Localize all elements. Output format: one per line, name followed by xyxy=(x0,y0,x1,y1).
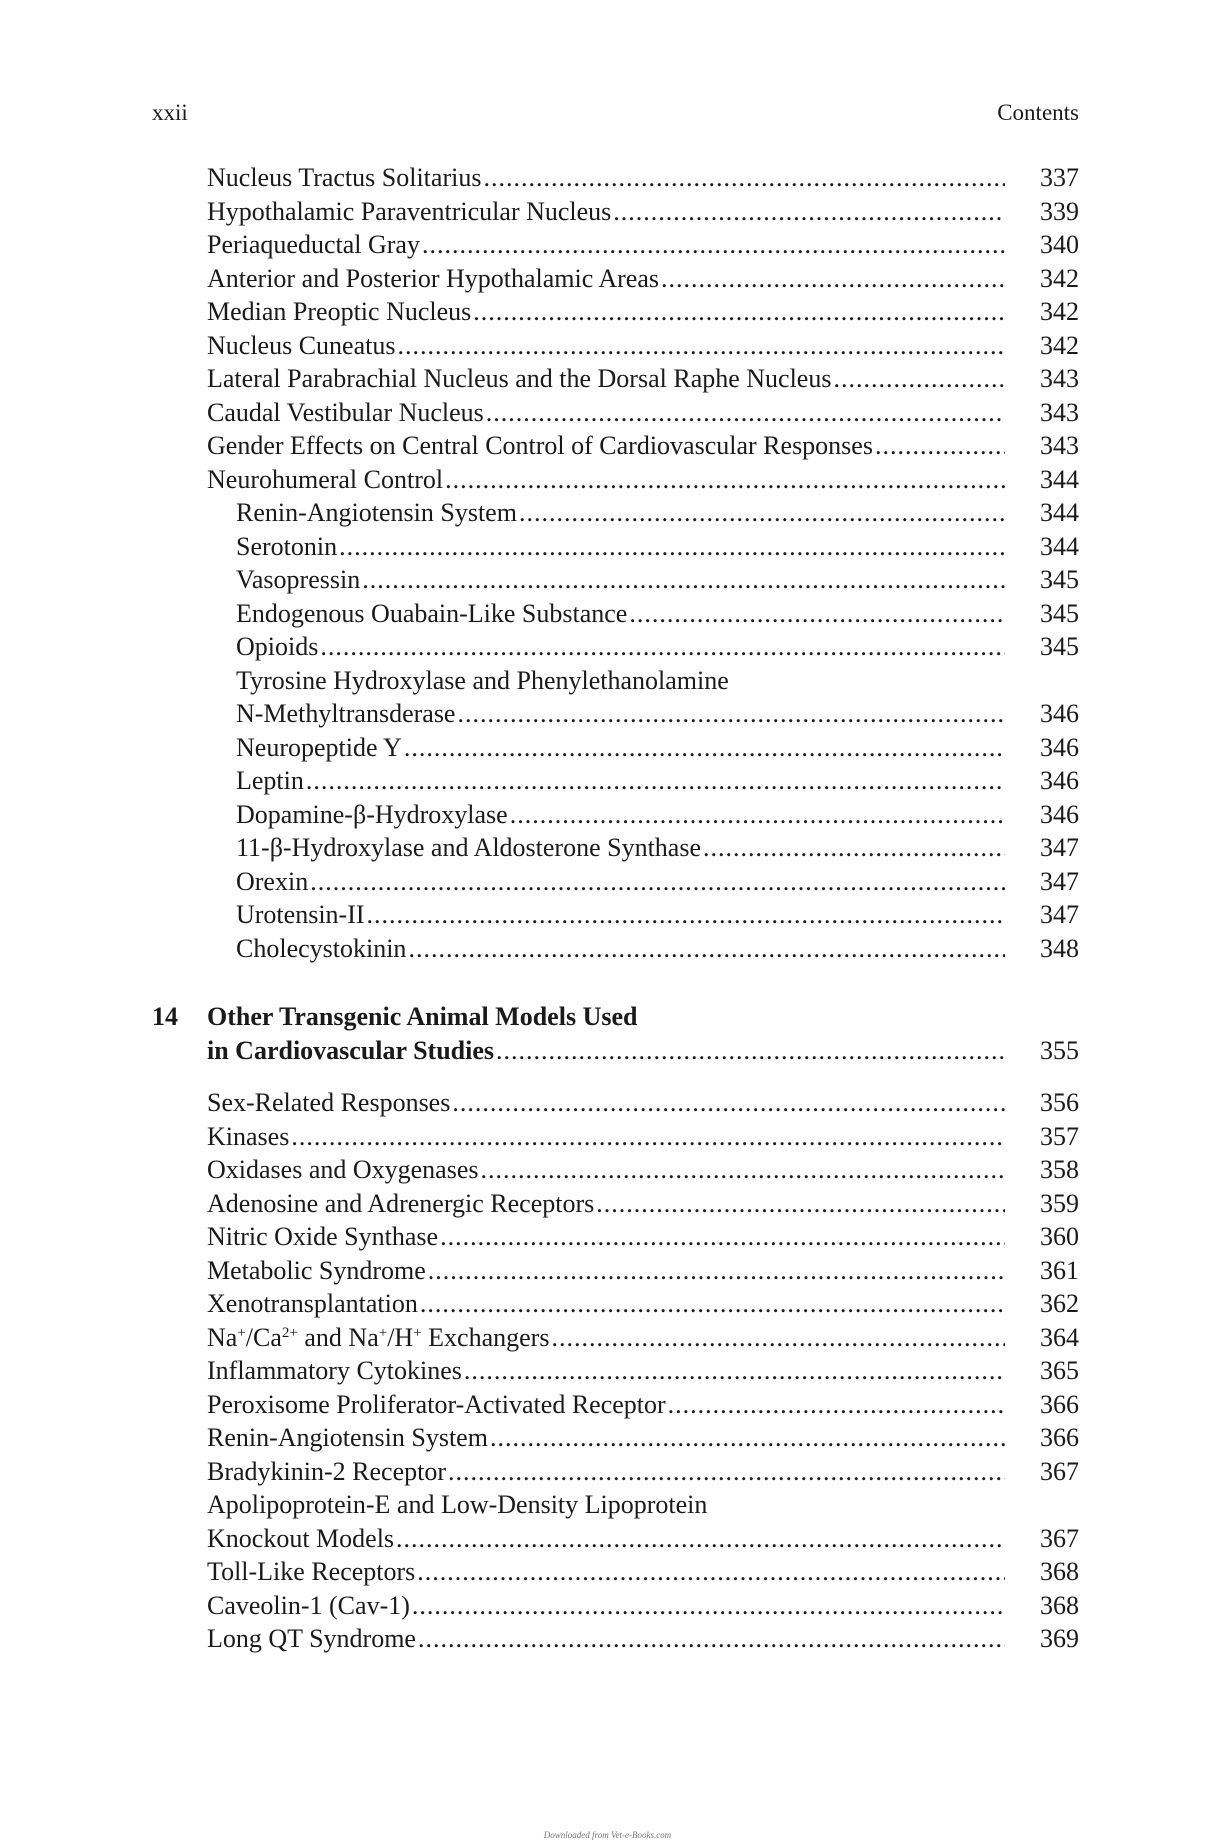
toc-row xyxy=(152,1622,1079,1656)
leader-dots xyxy=(510,798,1005,832)
toc-entry-title: Metabolic Syndrome xyxy=(207,1255,426,1285)
toc-entry[interactable] xyxy=(236,932,1079,966)
toc-entry-page: 347 xyxy=(1040,866,1079,896)
leader-dots xyxy=(668,1388,1005,1422)
toc-entry-page: 343 xyxy=(1040,364,1079,393)
toc-entry-title: Neurohumeral Control xyxy=(207,464,444,494)
leader-dots xyxy=(367,898,1005,932)
toc-entry[interactable] xyxy=(207,1388,1079,1422)
toc-entry-page: 364 xyxy=(1040,1322,1079,1352)
toc-entry[interactable] xyxy=(207,1555,1079,1589)
leader-dots xyxy=(396,1522,1005,1556)
chapter-number: 14 xyxy=(152,1002,178,1031)
toc-entry-page: 345 xyxy=(1040,598,1079,628)
toc-entry[interactable] xyxy=(207,1421,1079,1455)
leader-dots xyxy=(310,865,1005,899)
leader-dots xyxy=(412,1589,1005,1623)
toc-entry-title: Endogenous Ouabain-Like Substance xyxy=(236,598,628,628)
toc-entry-page: 368 xyxy=(1040,1557,1079,1586)
toc-entry-title: Urotensin-II xyxy=(236,900,365,929)
toc-entry[interactable] xyxy=(236,831,1079,865)
page-number: xxii xyxy=(152,100,188,125)
toc-row xyxy=(152,1421,1079,1455)
toc-entry-page: 344 xyxy=(1040,498,1079,527)
toc-row xyxy=(152,731,1079,765)
leader-dots xyxy=(486,396,1005,430)
toc-row xyxy=(152,1187,1079,1221)
toc-entry-title: 11-β-Hydroxylase and Aldosterone Synthase xyxy=(236,833,702,862)
toc-entry-title: Peroxisome Proliferator-Activated Receptor xyxy=(207,1389,666,1419)
toc-entry[interactable] xyxy=(236,597,1079,631)
leader-dots xyxy=(551,1321,1005,1355)
toc-entry-title: Renin-Angiotensin System xyxy=(207,1423,488,1452)
toc-entry-title: Xenotransplantation xyxy=(207,1289,418,1318)
toc-row xyxy=(152,563,1079,597)
toc-entry-title: Median Preoptic Nucleus xyxy=(207,297,472,326)
leader-dots xyxy=(362,563,1005,597)
toc-row xyxy=(152,396,1079,430)
toc-row xyxy=(152,1522,1079,1556)
chapter-title-line2: in Cardiovascular Studies xyxy=(207,1035,495,1065)
toc-entry[interactable] xyxy=(236,563,1079,597)
toc-entry[interactable] xyxy=(207,463,1079,497)
toc-row xyxy=(152,329,1079,363)
footer-watermark: Downloaded from Vet-e-Books.com xyxy=(543,1830,672,1840)
toc-entry[interactable] xyxy=(207,1622,1079,1656)
toc-entry-title: Periaqueductal Gray xyxy=(207,230,420,259)
toc-entry-title: Caveolin-1 (Cav-1) xyxy=(207,1590,410,1620)
toc-entry-title: Nitric Oxide Synthase xyxy=(207,1222,439,1251)
toc-entry-page: 346 xyxy=(1040,699,1079,728)
leader-dots xyxy=(703,831,1005,865)
toc-entry-page: 345 xyxy=(1040,565,1079,594)
toc-entry-title: Orexin xyxy=(236,866,309,896)
toc-row xyxy=(152,932,1079,966)
toc-row xyxy=(152,798,1079,832)
toc-row xyxy=(152,1120,1079,1154)
leader-dots xyxy=(320,630,1005,664)
leader-dots xyxy=(420,1287,1005,1321)
toc-entry[interactable] xyxy=(207,1254,1079,1288)
leader-dots xyxy=(875,429,1005,463)
toc-entry[interactable] xyxy=(236,865,1079,899)
toc-entry[interactable] xyxy=(236,798,1079,832)
toc-list-part1 xyxy=(152,161,1079,965)
toc-entry-page: 343 xyxy=(1040,397,1079,427)
leader-dots xyxy=(457,697,1005,731)
toc-entry[interactable] xyxy=(207,1120,1079,1154)
toc-entry-page: 360 xyxy=(1040,1222,1079,1251)
toc-entry[interactable] xyxy=(236,731,1079,765)
toc-row xyxy=(152,429,1079,463)
leader-dots xyxy=(483,161,1005,195)
toc-row xyxy=(152,1153,1079,1187)
toc-entry[interactable] xyxy=(207,1287,1079,1321)
toc-entry-page: 344 xyxy=(1040,531,1079,561)
toc-row xyxy=(152,1388,1079,1422)
leader-dots xyxy=(661,262,1005,296)
toc-entry-title: Kinases xyxy=(207,1121,290,1151)
toc-entry-page: 340 xyxy=(1040,230,1079,259)
toc-row xyxy=(152,630,1079,664)
toc-row xyxy=(152,1455,1079,1489)
toc-entry-title: Lateral Parabrachial Nucleus and the Dorsal Raphe Nucleus xyxy=(207,364,832,393)
toc-entry-page: 356 xyxy=(1040,1088,1079,1117)
toc-entry-page: 345 xyxy=(1040,632,1079,661)
toc-entry[interactable] xyxy=(207,1153,1079,1187)
toc-entry[interactable] xyxy=(236,697,1079,731)
toc-entry-title: Neuropeptide Y xyxy=(236,732,402,762)
running-section-title: Contents xyxy=(997,100,1079,125)
toc-entry-page: 357 xyxy=(1040,1121,1079,1151)
toc-entry-title: Nucleus Tractus Solitarius xyxy=(207,163,482,192)
leader-dots xyxy=(613,195,1005,229)
toc-entry-title: Sex-Related Responses xyxy=(207,1088,451,1117)
toc-entry[interactable] xyxy=(236,530,1079,564)
toc-row xyxy=(152,898,1079,932)
toc-row xyxy=(152,1589,1079,1623)
toc-entry-page: 346 xyxy=(1040,732,1079,762)
toc-row xyxy=(152,1086,1079,1120)
chapter-page: 355 xyxy=(1040,1035,1079,1065)
toc-entry-title: Gender Effects on Central Control of Cardiovascular Responses xyxy=(207,431,873,460)
leader-dots xyxy=(291,1120,1005,1154)
toc-entry-page: 348 xyxy=(1040,933,1079,963)
toc-row xyxy=(152,597,1079,631)
toc-entry-page: 362 xyxy=(1040,1289,1079,1318)
leader-dots xyxy=(440,1220,1005,1254)
toc-entry-page: 365 xyxy=(1040,1356,1079,1385)
toc-entry[interactable] xyxy=(207,195,1079,229)
toc-entry-title: Serotonin xyxy=(236,531,338,561)
leader-dots xyxy=(519,496,1005,530)
toc-entry-title: Vasopressin xyxy=(236,565,361,594)
toc-entry[interactable] xyxy=(236,898,1079,932)
leader-dots xyxy=(306,764,1005,798)
toc-entry-title: Knockout Models xyxy=(207,1523,395,1553)
toc-entry[interactable] xyxy=(207,161,1079,195)
toc-entry-page: 342 xyxy=(1040,297,1079,326)
toc-entry[interactable] xyxy=(207,1354,1079,1388)
toc-entry[interactable] xyxy=(207,1086,1079,1120)
toc-entry-title: Adenosine and Adrenergic Receptors xyxy=(207,1188,595,1218)
toc-entry-title: Leptin xyxy=(236,766,304,795)
leader-dots xyxy=(629,597,1005,631)
toc-entry-title: Caudal Vestibular Nucleus xyxy=(207,397,484,427)
toc-entry-page: 347 xyxy=(1040,900,1079,929)
chapter-title-line1-wrap xyxy=(207,1000,1079,1034)
leader-dots xyxy=(339,530,1005,564)
toc-entry-page: 342 xyxy=(1040,263,1079,293)
leader-dots xyxy=(417,1555,1005,1589)
toc-entry[interactable] xyxy=(207,228,1079,262)
toc-entry-title: Dopamine-β-Hydroxylase xyxy=(236,799,508,829)
toc-entry-title: Inflammatory Cytokines xyxy=(207,1356,462,1385)
toc-entry-title: Long QT Syndrome xyxy=(207,1624,416,1653)
leader-dots xyxy=(481,1153,1006,1187)
toc-row xyxy=(152,831,1079,865)
leader-dots xyxy=(496,1034,1005,1068)
toc-row xyxy=(152,1220,1079,1254)
toc-entry-title: Nucleus Cuneatus xyxy=(207,330,396,360)
leader-dots xyxy=(452,1086,1005,1120)
toc-entry[interactable] xyxy=(236,664,1079,698)
toc-entry[interactable] xyxy=(207,262,1079,296)
leader-dots xyxy=(428,1254,1005,1288)
toc-entry[interactable] xyxy=(207,1589,1079,1623)
toc-entry-title: Anterior and Posterior Hypothalamic Areas xyxy=(207,263,659,293)
toc-entry-title: Oxidases and Oxygenases xyxy=(207,1155,479,1184)
toc-row xyxy=(152,262,1079,296)
toc-entry[interactable] xyxy=(207,362,1079,396)
toc-entry[interactable] xyxy=(236,496,1079,530)
toc-entry-title: Apolipoprotein-E and Low-Density Lipoprotein xyxy=(207,1490,708,1519)
toc-entry-page: 367 xyxy=(1040,1523,1079,1553)
toc-row xyxy=(152,463,1079,497)
chapter-title-line2-wrap xyxy=(207,1034,1079,1068)
toc-row xyxy=(152,697,1079,731)
toc-entry[interactable] xyxy=(207,396,1079,430)
toc-entry[interactable] xyxy=(236,630,1079,664)
toc-entry-page: 344 xyxy=(1040,464,1079,494)
leader-dots xyxy=(408,932,1005,966)
toc-entry-title: Bradykinin-2 Receptor xyxy=(207,1456,446,1486)
toc-row xyxy=(152,865,1079,899)
toc-entry-page: 367 xyxy=(1040,1456,1079,1486)
toc-row xyxy=(152,1555,1079,1589)
toc-row xyxy=(152,228,1079,262)
leader-dots xyxy=(404,731,1005,765)
toc-entry-page: 358 xyxy=(1040,1155,1079,1184)
toc-row xyxy=(152,295,1079,329)
toc-entry[interactable] xyxy=(207,1455,1079,1489)
toc-entry-title: $Na^+/Ca^{2+}$ and Na+/H+ Exchangers xyxy=(207,1322,550,1352)
toc-row xyxy=(152,1488,1079,1522)
toc-entry-page: 369 xyxy=(1040,1624,1079,1653)
toc-entry[interactable] xyxy=(236,764,1079,798)
toc-row xyxy=(152,764,1079,798)
leader-dots xyxy=(464,1354,1005,1388)
leader-dots xyxy=(473,295,1005,329)
toc-entry-page: 346 xyxy=(1040,799,1079,829)
toc-entry-title: Cholecystokinin xyxy=(236,933,407,963)
toc-list-part2 xyxy=(152,1086,1079,1656)
toc-entry[interactable] xyxy=(207,1522,1079,1556)
toc-row xyxy=(152,1321,1079,1355)
toc-row xyxy=(152,161,1079,195)
toc-entry[interactable] xyxy=(207,329,1079,363)
toc-entry-page: 339 xyxy=(1040,196,1079,226)
toc-entry[interactable] xyxy=(207,429,1079,463)
toc-entry[interactable] xyxy=(207,1488,1079,1522)
toc-row xyxy=(152,530,1079,564)
leader-dots xyxy=(833,362,1005,396)
running-head xyxy=(152,98,1079,128)
chapter-title-line1-row xyxy=(152,1000,1079,1034)
toc-entry[interactable] xyxy=(207,295,1079,329)
toc-entry-title: Tyrosine Hydroxylase and Phenylethanolamine xyxy=(236,665,729,695)
toc-entry-page: 366 xyxy=(1040,1423,1079,1452)
leader-dots xyxy=(596,1187,1005,1221)
toc-entry[interactable] xyxy=(207,1321,1079,1355)
toc-entry-title: Toll-Like Receptors xyxy=(207,1557,416,1586)
toc-entry-title: Opioids xyxy=(236,632,319,661)
toc-entry-page: 346 xyxy=(1040,766,1079,795)
leader-dots xyxy=(445,463,1005,497)
toc-entry-title: N-Methyltransderase xyxy=(236,699,456,728)
toc-row xyxy=(152,1254,1079,1288)
toc-row xyxy=(152,496,1079,530)
toc-row xyxy=(152,362,1079,396)
chapter-title-line2-row xyxy=(152,1034,1079,1068)
leader-dots xyxy=(448,1455,1005,1489)
leader-dots xyxy=(490,1421,1005,1455)
toc-entry-page: 347 xyxy=(1040,833,1079,862)
leader-dots xyxy=(422,228,1005,262)
toc-row xyxy=(152,1287,1079,1321)
leader-dots xyxy=(418,1622,1005,1656)
toc-entry-page: 361 xyxy=(1040,1255,1079,1285)
toc-entry-title: Hypothalamic Paraventricular Nucleus xyxy=(207,196,612,226)
chapter-title-line1: Other Transgenic Animal Models Used xyxy=(207,1002,638,1031)
toc-row xyxy=(152,195,1079,229)
toc-entry[interactable] xyxy=(207,1220,1079,1254)
toc-entry-page: 337 xyxy=(1040,163,1079,192)
chapter-heading[interactable] xyxy=(152,1000,1079,1067)
toc-entry-page: 359 xyxy=(1040,1188,1079,1218)
toc-entry-page: 343 xyxy=(1040,431,1079,460)
toc-row xyxy=(152,1354,1079,1388)
toc-entry[interactable] xyxy=(207,1187,1079,1221)
toc-entry-page: 342 xyxy=(1040,330,1079,360)
toc-entry-title: Renin-Angiotensin System xyxy=(236,498,517,527)
toc-row xyxy=(152,664,1079,698)
toc-entry-page: 366 xyxy=(1040,1389,1079,1419)
toc-entry-page: 368 xyxy=(1040,1590,1079,1620)
leader-dots xyxy=(397,329,1005,363)
